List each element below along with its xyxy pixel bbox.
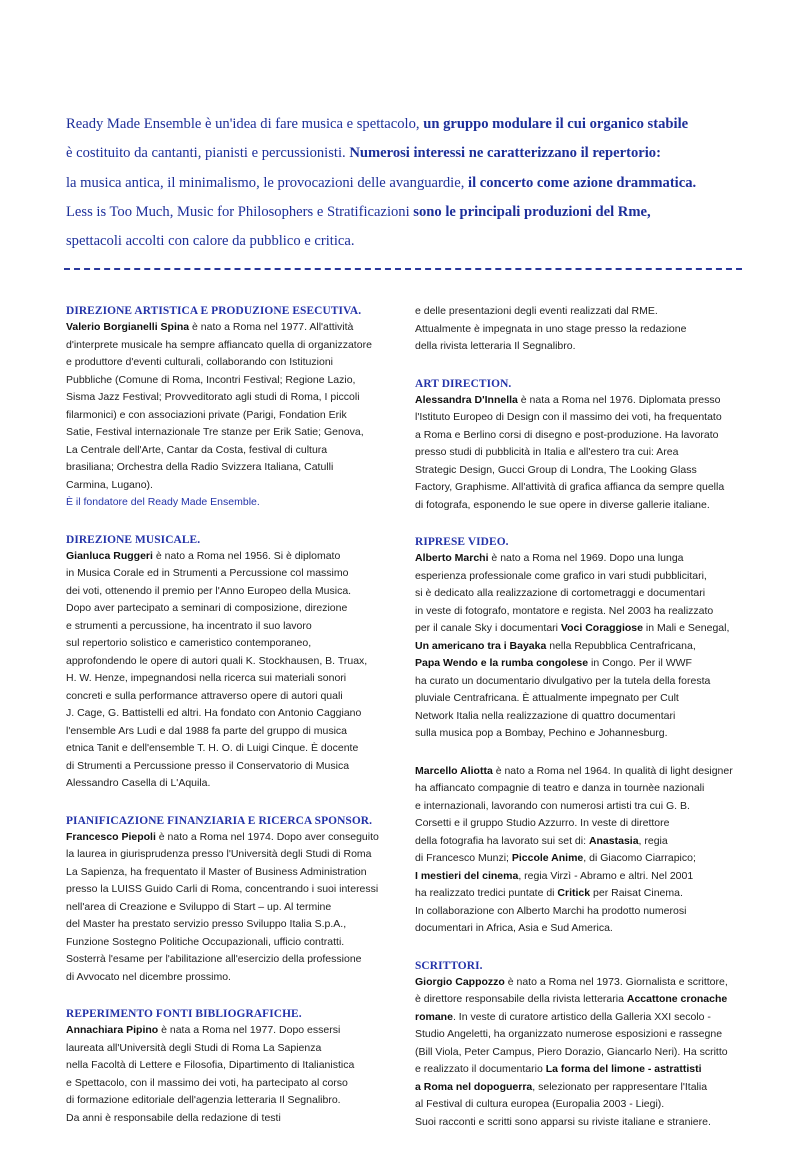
body-line: della rivista letteraria Il Segnalibro.: [415, 340, 576, 352]
body-line: sulla musica pop a Bombay, Pechino e Johannesburg.: [415, 727, 668, 739]
body-line: e realizzato il documentario: [415, 1063, 546, 1075]
body-line: in Congo. Per il WWF: [588, 657, 692, 669]
section-body: [66, 548, 406, 793]
section-body: [415, 974, 755, 1132]
intro-text: Ready Made Ensemble è un'idea di fare musica e spettacolo,: [66, 116, 424, 132]
body-line: Sisma Jazz Festival; Provveditorato agli studi di Roma, I piccoli: [66, 391, 360, 403]
body-line: , selezionato per rappresentare l'Italia: [532, 1080, 708, 1093]
intro-text: Less is Too Much, Music for Philosophers e Stratificazioni: [66, 203, 414, 220]
body-line: e Spettacolo, con il massimo dei voti, ha partecipato al corso: [66, 1076, 348, 1089]
work-title: Anastasia: [588, 834, 639, 847]
work-title: romane: [415, 1010, 453, 1023]
body-line: di Francesco Munzi;: [415, 852, 512, 864]
section-reperimento-fonti: [66, 1006, 406, 1127]
section-heading: SCRITTORI.: [415, 959, 483, 972]
body-line: Alessandro Casella di L'Aquila.: [66, 777, 211, 789]
body-line: del Master ha prestato servizio presso Sviluppo Italia S.p.A.,: [66, 918, 347, 930]
body-line: La Centrale dell'Arte, Cantar da Costa, festival di cultura: [66, 443, 328, 456]
person-name: Alessandra D'Innella: [415, 393, 518, 406]
work-title: Voci Coraggiose: [560, 622, 643, 634]
body-line: a Roma e Berlino corsi di disegno e post-produzione. Ha lavorato: [415, 428, 719, 441]
body-line: ha realizzato tredici puntate di: [415, 887, 558, 899]
body-line: la laurea in giurisprudenza presso l'Università degli Studi di Roma: [66, 848, 372, 860]
person-name: Valerio Borgianelli Spina: [66, 321, 190, 333]
work-title: Un americano tra i Bayaka: [415, 639, 547, 652]
body-line: è nato a Roma nel 1969. Dopo una lunga: [488, 552, 684, 564]
section-aliotta: [415, 763, 755, 938]
left-column: [66, 303, 406, 1147]
body-line: di Strumenti a Percussione presso il Conservatorio di Musica: [66, 759, 350, 772]
work-title: Critick: [557, 887, 591, 899]
section-direzione-artistica: [66, 303, 406, 512]
body-line: brasiliana; Orchestra della Radio Svizzera Italiana, Catulli: [66, 461, 334, 473]
body-line: , di Giacomo Ciarrapico;: [583, 852, 696, 864]
person-name: Marcello Aliotta: [415, 764, 493, 777]
section-body: [415, 550, 755, 743]
intro-text: spettacoli accolti con calore da pubblico e critica.: [66, 233, 355, 250]
body-line: È il fondatore del Ready Made Ensemble.: [66, 496, 260, 508]
body-line: Network Italia nella realizzazione di quattro documentari: [415, 709, 676, 722]
body-line: si è dedicato alla realizzazione di cortometraggi e documentari: [415, 587, 706, 599]
section-body: [415, 392, 755, 515]
body-line: per Raisat Cinema.: [590, 887, 683, 899]
person-name: Francesco Piepoli: [66, 830, 156, 843]
intro-bold: un gruppo modulare il cui organico stabile: [423, 116, 689, 132]
body-line: dei voti, ottenendo il premio per l'Anno Europeo della Musica.: [66, 584, 352, 597]
section-heading: RIPRESE VIDEO.: [415, 536, 509, 548]
body-line: , regia Virzì - Abramo e altri. Nel 2001: [518, 869, 694, 882]
body-line: di Avvocato nel dicembre prossimo.: [66, 970, 231, 983]
intro-bold: il concerto come azione drammatica.: [468, 174, 697, 191]
body-line: l'ensemble Ars Ludi e dal 1988 fa parte del gruppo di musica: [66, 724, 348, 737]
body-line: approfondendo le opere di autori quali K. Stockhausen, B. Truax,: [66, 654, 368, 667]
dashed-divider: [64, 268, 742, 270]
body-line: in Mali e Senegal,: [642, 622, 730, 634]
body-line: ha affiancato compagnie di teatro e danza in tournèe nazionali: [415, 782, 705, 794]
work-title: La forma del limone - astrattisti: [545, 1063, 702, 1075]
body-line: e delle presentazioni degli eventi realizzati dal RME.: [415, 305, 658, 317]
body-line: e produttore d'eventi culturali, collaborando con Istituzioni: [66, 356, 333, 368]
body-line: e internazionali, lavorando con numerosi artisti tra cui G. B.: [415, 799, 690, 812]
body-line: concreti e sulla performance attraverso opere di autori quali: [66, 689, 343, 702]
body-line: presso studi di pubblicità in Italia e all'estero tra cui: Area: [415, 446, 679, 458]
body-line: presso la LUISS Guido Carli di Roma, concentrando i suoi interessi: [66, 883, 379, 895]
body-line: J. Cage, G. Battistelli ed altri. Ha fondato con Antonio Caggiano: [66, 707, 362, 719]
work-title: a Roma nel dopoguerra: [415, 1080, 533, 1093]
body-line: esperienza professionale come grafico in vari studi pubblicitari,: [415, 569, 707, 582]
body-line: per il canale Sky i documentari: [415, 622, 561, 634]
section-direzione-musicale: [66, 532, 406, 793]
person-name: Alberto Marchi: [415, 552, 489, 564]
section-pianificazione: [66, 813, 406, 987]
body-line: è nato a Roma nel 1956. Si è diplomato: [152, 549, 341, 562]
body-line: Dopo aver partecipato a seminari di composizione, direzione: [66, 602, 348, 614]
section-reperimento-continued: [415, 303, 755, 356]
body-line: nell'area di Creazione e Sviluppo di Start – up. Al termine: [66, 900, 332, 913]
intro-bold: Numerosi interessi ne caratterizzano il repertorio:: [349, 145, 661, 162]
section-riprese-video: [415, 534, 755, 743]
body-line: Carmina, Lugano).: [66, 478, 153, 491]
intro-paragraph: [66, 110, 756, 256]
work-title: Papa Wendo e la rumba congolese: [415, 657, 589, 669]
section-heading: DIREZIONE MUSICALE.: [66, 533, 201, 546]
body-line: è direttore responsabile della rivista letteraria: [415, 993, 627, 1005]
body-line: d'interprete musicale ha sempre affiancato quella di organizzatore: [66, 338, 372, 351]
body-line: è nato a Roma nel 1977. All'attività: [189, 321, 354, 333]
body-line: Sosterrà l'esame per l'abilitazione all'esercizio della professione: [66, 953, 362, 965]
section-body: [415, 763, 755, 938]
section-scrittori: [415, 958, 755, 1132]
body-line: documentari in Africa, Asia e Sud America.: [415, 922, 613, 934]
section-art-direction: [415, 376, 755, 515]
body-line: La Sapienza, ha frequentato il Master of Business Administration: [66, 865, 367, 878]
body-line: ha curato un documentario divulgativo per la tutela della foresta: [415, 674, 711, 687]
body-line: della fotografia ha lavorato sui set di:: [415, 834, 589, 847]
body-line: etnica Tanit e dell'ensemble T. H. O. di Luigi Cinque. È docente: [66, 742, 359, 754]
body-line: , regia: [638, 834, 668, 847]
body-line: in veste di fotografo, montatore e regista. Nel 2003 ha realizzato: [415, 604, 714, 617]
body-line: (Bill Viola, Peter Campus, Piero Dorazio, Giancarlo Neri). Ha scritto: [415, 1045, 728, 1058]
section-body: [66, 829, 406, 987]
section-body: [415, 303, 755, 356]
body-line: nella Facoltà di Lettere e Filosofia, Dipartimento di Italianistica: [66, 1059, 355, 1071]
section-body: [66, 1022, 406, 1127]
intro-text: è costituito da cantanti, pianisti e percussionisti.: [66, 145, 350, 162]
body-line: sul repertorio solistico e cameristico contemporaneo,: [66, 637, 312, 649]
body-line: e strumenti a percussione, ha incentrato il suo lavoro: [66, 619, 312, 632]
body-line: Attualmente è impegnata in uno stage presso la redazione: [415, 322, 687, 335]
body-line: In collaborazione con Alberto Marchi ha prodotto numerosi: [415, 904, 687, 917]
intro-bold: sono le principali produzioni del Rme,: [413, 203, 651, 220]
body-line: è nato a Roma nel 1973. Giornalista e scrittore,: [504, 975, 728, 988]
body-line: Studio Angeletti, ha organizzato numerose esposizioni e rassegne: [415, 1028, 723, 1040]
body-line: Da anni è responsabile della redazione di testi: [66, 1111, 281, 1124]
work-title: Accattone cronache: [626, 993, 728, 1005]
body-line: di fotografa, esponendo le sue opere in diverse gallerie italiane.: [415, 498, 710, 511]
body-line: H. W. Henze, impegnandosi nella ricerca sui materiali sonori: [66, 672, 347, 684]
body-line: è nato a Roma nel 1964. In qualità di light designer: [492, 764, 733, 777]
body-line: Corsetti e il gruppo Studio Azzurro. In veste di direttore: [415, 817, 670, 829]
body-line: è nata a Roma nel 1976. Diplomata presso: [517, 393, 721, 406]
body-line: è nata a Roma nel 1977. Dopo essersi: [158, 1024, 341, 1036]
body-line: filarmonici) e con associazioni private (Parigi, Fondation Erik: [66, 408, 347, 421]
body-line: Funzione Sostegno Politiche Occupazionali, ufficio contratti.: [66, 935, 345, 948]
body-line: nella Repubblica Centrafricana,: [546, 639, 696, 652]
section-heading: REPERIMENTO FONTI BIBLIOGRAFICHE.: [66, 1008, 302, 1020]
person-name: Annachiara Pipino: [66, 1024, 159, 1036]
body-line: . In veste di curatore artistico della Galleria XXI secolo -: [452, 1010, 711, 1023]
body-line: laureata all'Università degli Studi di Roma La Sapienza: [66, 1041, 322, 1054]
intro-text: la musica antica, il minimalismo, le provocazioni delle avanguardie,: [66, 174, 469, 191]
body-line: di formazione editoriale dell'agenzia letteraria Il Segnalibro.: [66, 1094, 341, 1106]
body-line: l'Istituto Europeo di Design con il massimo dei voti, ha frequentato: [415, 411, 722, 423]
body-line: Factory, Graphisme. All'attività di grafica affianca da sempre quella: [415, 481, 725, 493]
person-name: Giorgio Cappozzo: [415, 975, 505, 988]
work-title: Piccole Anime: [511, 852, 584, 864]
body-line: Satie, Festival internazionale Tre stanze per Erik Satie; Genova,: [66, 426, 364, 438]
body-line: Suoi racconti e scritti sono apparsi su riviste italiane e straniere.: [415, 1115, 711, 1128]
work-title: I mestieri del cinema: [415, 869, 519, 882]
section-body: [66, 319, 406, 512]
section-heading: PIANIFICAZIONE FINANZIARIA E RICERCA SPONSOR.: [66, 814, 373, 827]
right-column: [415, 303, 755, 1151]
section-heading: ART DIRECTION.: [415, 377, 512, 390]
section-heading: DIREZIONE ARTISTICA E PRODUZIONE ESECUTIVA.: [66, 305, 362, 317]
body-line: al Festival di cultura europea (Europalia 2003 - Liegi).: [415, 1098, 665, 1110]
body-line: è nato a Roma nel 1974. Dopo aver conseguito: [155, 830, 379, 843]
body-line: Pubbliche (Comune di Roma, Incontri Festival; Regione Lazio,: [66, 373, 356, 386]
person-name: Gianluca Ruggeri: [66, 549, 153, 562]
body-line: in Musica Corale ed in Strumenti a Percussione col massimo: [66, 567, 349, 579]
body-line: pluviale Centrafricana. È attualmente impegnato per Cult: [415, 692, 679, 704]
body-line: Strategic Design, Gucci Group di Londra, The Looking Glass: [415, 463, 697, 476]
